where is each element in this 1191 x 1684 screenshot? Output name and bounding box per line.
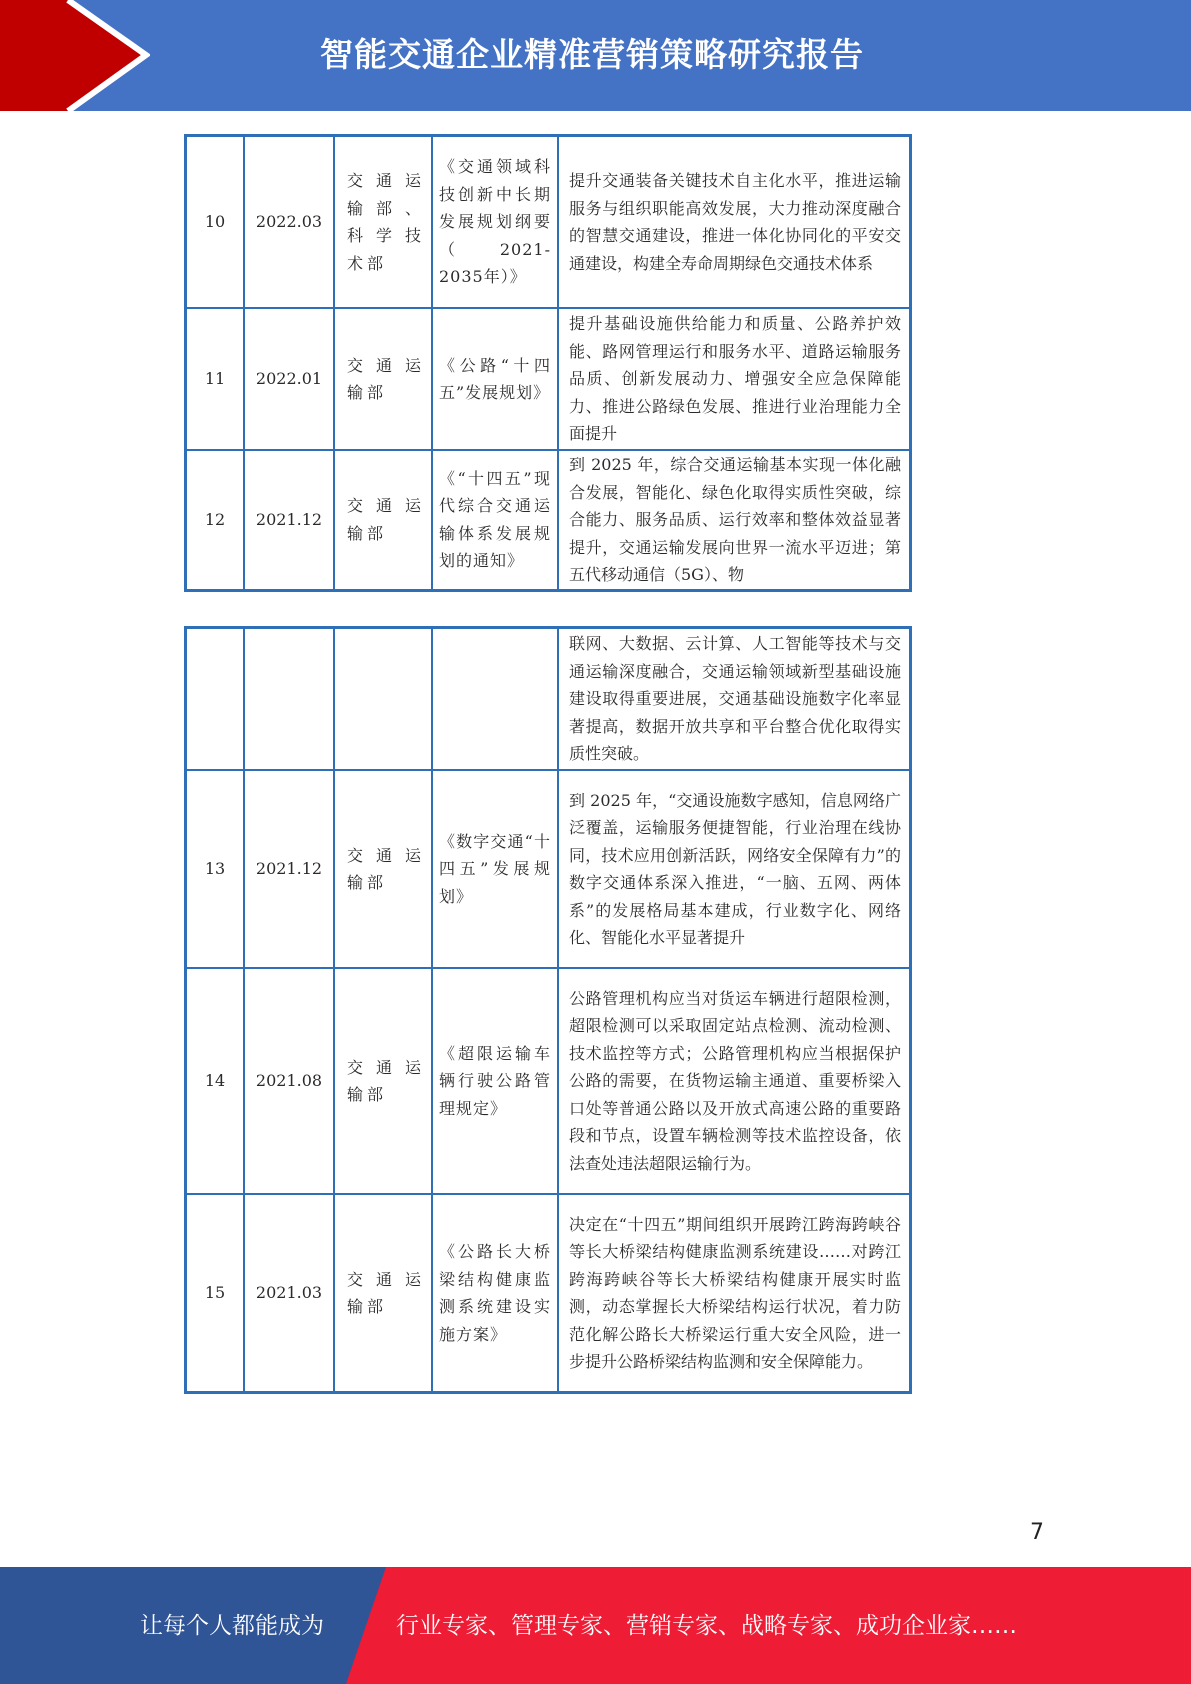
policy-title-text: 《公路长大桥梁结构健康监测系统建设实施方案》 — [439, 1242, 551, 1344]
table-row — [186, 770, 911, 968]
policy-title — [432, 968, 558, 1194]
table-row — [186, 1194, 911, 1393]
department-text: 交通运输部 — [347, 1057, 425, 1104]
issuing-department — [334, 1194, 432, 1393]
row-number: 15 — [186, 1194, 245, 1393]
policy-title — [432, 1194, 558, 1393]
policy-content-text: 联网、大数据、云计算、人工智能等技术与交通运输深度融合，交通运输领域新型基础设施建设取得重要进展，交通基础设施数字化率显著提高，数据开放共享和平台整合优化取得实质性突破。 — [569, 634, 901, 764]
table-row — [186, 308, 911, 450]
department-text: 交通运输部 — [347, 845, 425, 892]
issuing-department — [334, 450, 432, 590]
policy-content — [558, 628, 911, 771]
policy-table-part-1 — [184, 134, 912, 592]
page-title: 智能交通企业精准营销策略研究报告 — [320, 35, 864, 74]
policy-content-text: 到 2025 年，综合交通运输基本实现一体化融合发展，智能化、绿色化取得实质性突破，综合能力、服务品质、运行效率和整体效益显著提升，交通运输发展向世界一流水平迈进；第五代移动通信（5G）、物 — [569, 455, 901, 584]
table-row — [186, 450, 911, 590]
row-number: 14 — [186, 968, 245, 1194]
issuing-department-empty — [334, 628, 432, 771]
policy-title-text: 《公路“十四五”发展规划》 — [439, 355, 551, 402]
chevron-right-icon — [0, 0, 150, 111]
policy-content-text: 决定在“十四五”期间组织开展跨江跨海跨峡谷等长大桥梁结构健康监测系统建设……对跨江跨海跨峡谷等长大桥梁结构健康开展实时监测，动态掌握长大桥梁结构运行状况，着力防范化解公路长大桥梁运行重大安全风险，进一步提升公路桥梁结构监测和安全保障能力。 — [569, 1214, 901, 1371]
issue-date: 2021.03 — [244, 1194, 334, 1393]
policy-content-text: 到 2025 年，“交通设施数字感知，信息网络广泛覆盖，运输服务便捷智能，行业治理在线协同，技术应用创新活跃，网络安全保障有力”的数字交通体系深入推进，“一脑、五网、两体系”的发展格局基本建成，行业数字化、网络化、智能化水平显著提升 — [569, 790, 901, 947]
department-text: 交通运输部 — [347, 1269, 425, 1316]
row-number: 13 — [186, 770, 245, 968]
issuing-department — [334, 968, 432, 1194]
policy-content-text: 提升基础设施供给能力和质量、公路养护效能、路网管理运行和服务水平、道路运输服务品质、创新发展动力、增强安全应急保障能力、推进公路绿色发展、推进行业治理能力全面提升 — [569, 314, 901, 444]
policy-title-empty — [432, 628, 558, 771]
issue-date: 2021.12 — [244, 770, 334, 968]
table-row — [186, 136, 911, 309]
issue-date: 2021.08 — [244, 968, 334, 1194]
policy-title-text: 《超限运输车辆行驶公路管理规定》 — [439, 1043, 551, 1118]
department-text: 交通运输部 — [347, 355, 425, 402]
row-number: 11 — [186, 308, 245, 450]
policy-content — [558, 136, 911, 309]
issuing-department — [334, 136, 432, 309]
issue-date-empty — [244, 628, 334, 771]
issue-date: 2022.01 — [244, 308, 334, 450]
table-row-continuation — [186, 628, 911, 771]
table-row — [186, 968, 911, 1194]
policy-content — [558, 308, 911, 450]
issue-date: 2021.12 — [244, 450, 334, 590]
department-text: 交通运输部 — [347, 496, 425, 543]
department-text: 交通运输部、科学技术部 — [347, 171, 425, 273]
policy-content — [558, 968, 911, 1194]
policy-title — [432, 770, 558, 968]
policy-title-text: 《“十四五”现代综合交通运输体系发展规划的通知》 — [439, 468, 551, 571]
row-number: 10 — [186, 136, 245, 309]
issue-date: 2022.03 — [244, 136, 334, 309]
policy-content — [558, 1194, 911, 1393]
policy-table-part-2 — [184, 626, 912, 1394]
issuing-department — [334, 770, 432, 968]
policy-title — [432, 136, 558, 309]
footer-bar — [0, 1567, 1191, 1684]
header-bar — [0, 0, 1191, 111]
policy-content — [558, 770, 911, 968]
policy-content — [558, 450, 911, 590]
footer-slogan-right: 行业专家、管理专家、营销专家、战略专家、成功企业家…… — [396, 1613, 1017, 1639]
policy-content-text: 公路管理机构应当对货运车辆进行超限检测，超限检测可以采取固定站点检测、流动检测、技术监控等方式；公路管理机构应当根据保护公路的需要，在货物运输主通道、重要桥梁入口处等普通公路以及开放式高速公路的重要路段和节点，设置车辆检测等技术监控设备，依法查处违法超限运输行为。 — [569, 988, 901, 1173]
policy-title — [432, 308, 558, 450]
issuing-department — [334, 308, 432, 450]
policy-content-text: 提升交通装备关键技术自主化水平，推进运输服务与组织职能高效发展，大力推动深度融合的智慧交通建设，推进一体化协同化的平安交通建设，构建全寿命周期绿色交通技术体系 — [569, 171, 901, 273]
footer-slogan-left: 让每个人都能成为 — [140, 1613, 324, 1639]
policy-title-text: 《数字交通“十四五”发展规划》 — [439, 831, 551, 906]
page-number: 7 — [1030, 1520, 1044, 1545]
policy-title-text: 《交通领域科技创新中长期发展规划纲要（2021-2035年）》 — [439, 157, 551, 287]
row-number: 12 — [186, 450, 245, 590]
policy-title — [432, 450, 558, 590]
row-number-empty — [186, 628, 245, 771]
